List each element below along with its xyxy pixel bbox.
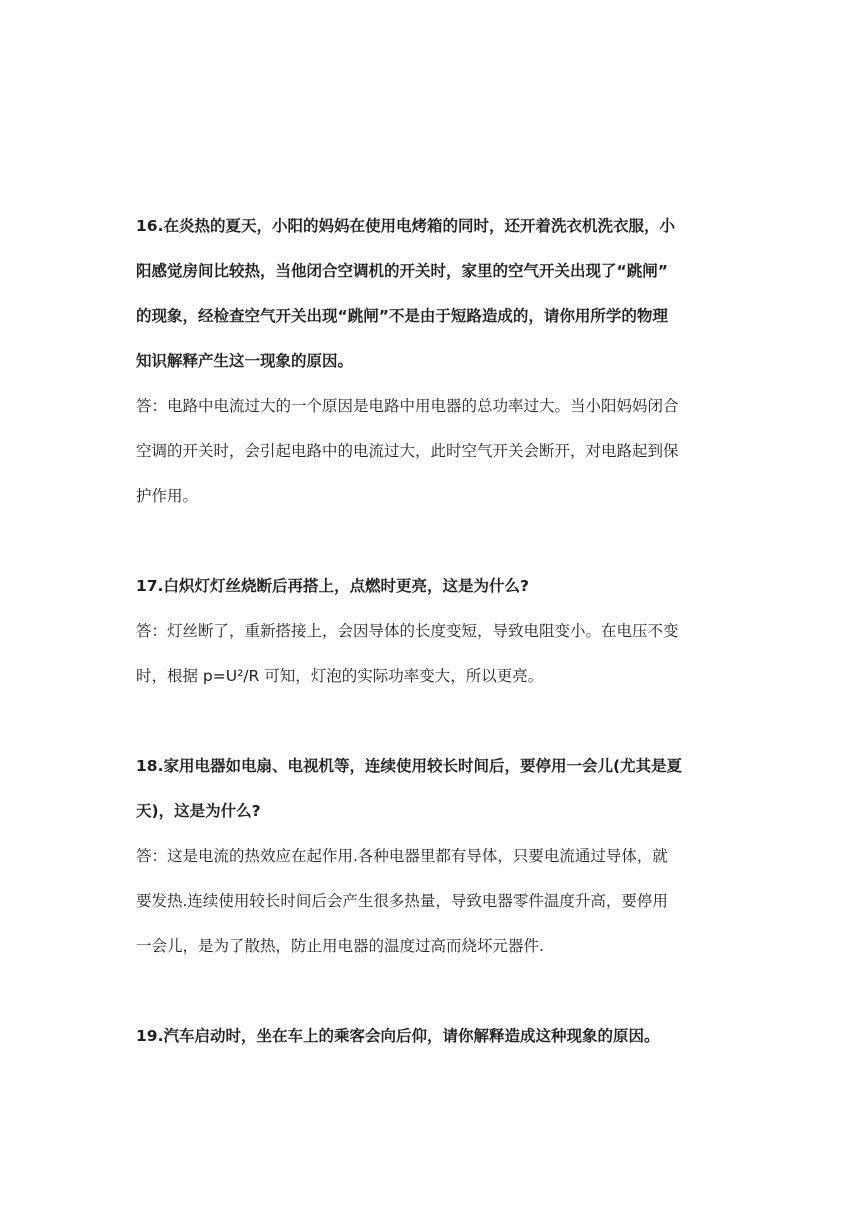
question-16-line-3: 的现象，经检查空气开关出现“跳闸”不是由于短路造成的，请你用所学的物理 — [136, 307, 668, 325]
question-16-line-1: 16.在炎热的夏天，小阳的妈妈在使用电烤箱的同时，还开着洗衣机洗衣服，小 — [136, 217, 675, 235]
answer-16-line-1: 答：电路中电流过大的一个原因是电路中用电器的总功率过大。当小阳妈妈闭合 — [136, 397, 679, 415]
question-16-line-2: 阳感觉房间比较热，当他闭合空调机的开关时，家里的空气开关出现了“跳闸” — [136, 262, 668, 280]
question-17-line-1: 17.白炽灯灯丝烧断后再搭上，点燃时更亮，这是为什么? — [136, 577, 529, 595]
answer-18-line-1: 答：这是电流的热效应在起作用.各种电器里都有导体，只要电流通过导体，就 — [136, 847, 668, 865]
answer-18-line-3: 一会儿，是为了散热，防止用电器的温度过高而烧坏元器件. — [136, 937, 544, 955]
answer-16-line-3: 护作用。 — [136, 487, 199, 505]
answer-16-line-2: 空调的开关时，会引起电路中的电流过大，此时空气开关会断开，对电路起到保 — [136, 442, 679, 460]
question-16-line-4: 知识解释产生这一现象的原因。 — [136, 352, 354, 370]
question-18-line-1: 18.家用电器如电扇、电视机等，连续使用较长时间后，要停用一会儿(尤其是夏 — [136, 757, 683, 775]
answer-17-line-2: 时，根据 p=U²/R 可知，灯泡的实际功率变大，所以更亮。 — [136, 667, 544, 685]
question-19-line-1: 19.汽车启动时，坐在车上的乘客会向后仰，请你解释造成这种现象的原因。 — [136, 1027, 660, 1045]
question-18-line-2: 天)，这是为什么? — [136, 802, 261, 820]
answer-18-line-2: 要发热.连续使用较长时间后会产生很多热量，导致电器零件温度升高，要停用 — [136, 892, 668, 910]
answer-17-line-1: 答：灯丝断了，重新搭接上，会因导体的长度变短，导致电阻变小。在电压不变 — [136, 622, 679, 640]
